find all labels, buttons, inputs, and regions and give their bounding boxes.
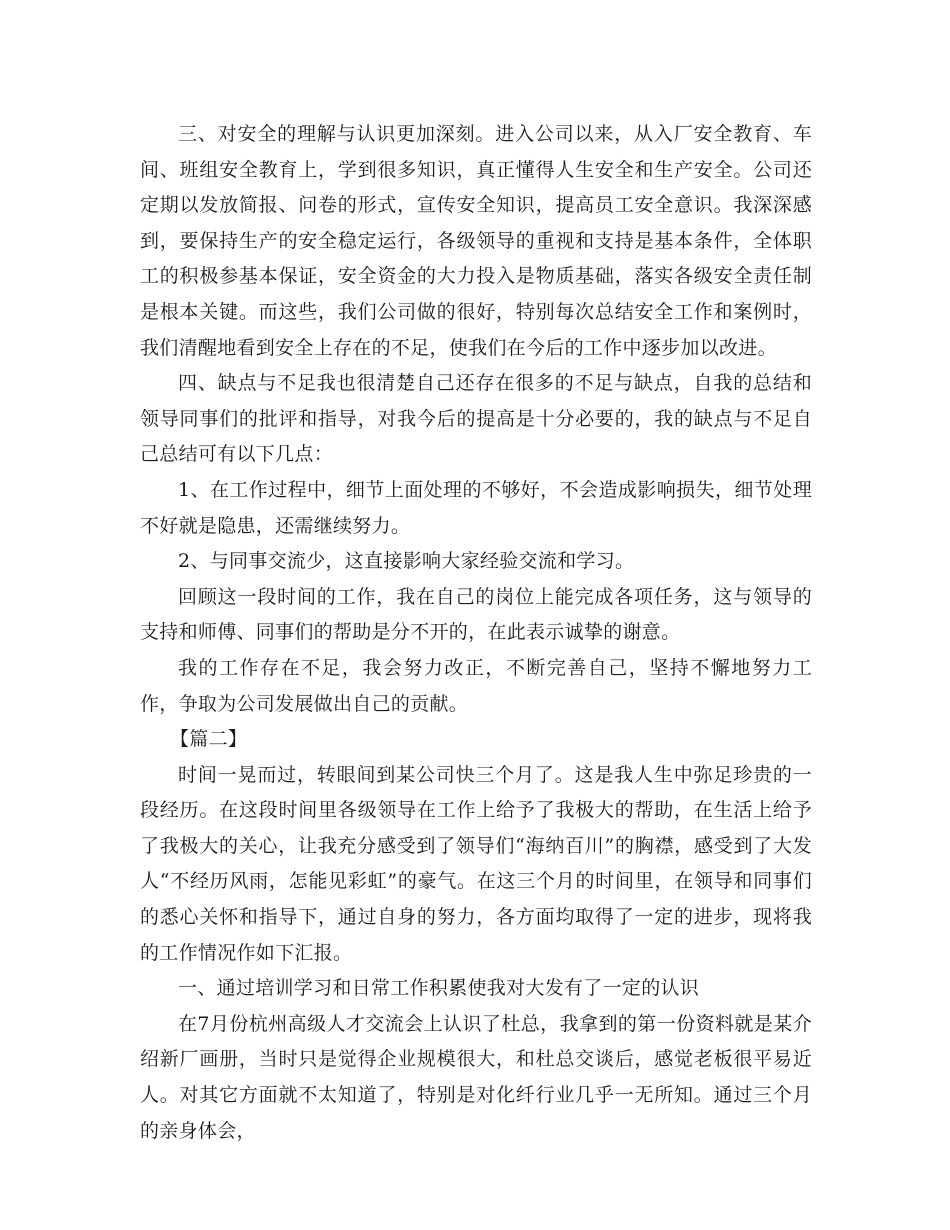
paragraph-shortcomings: 四、缺点与不足我也很清楚自己还存在很多的不足与缺点，自我的总结和领导同事们的批评和指导，对我今后的提高是十分必要的，我的缺点与不足自己总结可有以下几点： [140, 372, 812, 466]
paragraph-hangzhou: 在7月份杭州高级人才交流会上认识了杜总，我拿到的第一份资料就是某介绍新厂画册，当时只是觉得企业规模很大，和杜总交谈后，感觉老板很平易近人。对其它方面就不太知道了，特别是对化纤行业几乎一无所知。通过三个月的亲身体会， [140, 1012, 812, 1142]
paragraph-intro: 时间一晃而过，转眼间到某公司快三个月了。这是我人生中弥足珍贵的一段经历。在这段时间里各级领导在工作上给予了我极大的帮助，在生活上给予了我极大的关心，让我充分感受到了领导们“海纳百川”的胸襟，感受到了大发人“不经历风雨，怎能见彩虹”的豪气。在这三个月的时间里，在领导和同事们的悉心关怀和指导下，通过自身的努力，各方面均取得了一定的进步，现将我的工作情况作如下汇报。 [140, 763, 812, 964]
paragraph-safety: 三、对安全的理解与认识更加深刻。进入公司以来，从入厂安全教育、车间、班组安全教育上，学到很多知识，真正懂得人生安全和生产安全。公司还定期以发放简报、问卷的形式，宣传安全知识，提高员工安全意识。我深深感到，要保持生产的安全稳定运行，各级领导的重视和支持是基本条件，全体职工的积极参基本保证，安全资金的大力投入是物质基础，落实各级安全责任制是根本关键。而这些，我们公司做的很好，特别每次总结安全工作和案例时，我们清醒地看到安全上存在的不足，使我们在今后的工作中逐步加以改进。 [140, 123, 812, 359]
paragraph-review: 回顾这一段时间的工作，我在自己的岗位上能完成各项任务，这与领导的支持和师傅、同事们的帮助是分不开的，在此表示诚挚的谢意。 [140, 585, 812, 644]
paragraph-commitment: 我的工作存在不足，我会努力改正，不断完善自己，坚持不懈地努力工作，争取为公司发展做出自己的贡献。 [140, 656, 812, 715]
document-page [140, 117, 812, 1149]
paragraph-subheading: 一、通过培训学习和日常工作积累使我对大发有了一定的认识 [178, 977, 700, 1000]
paragraph-point-2: 2、与同事交流少，这直接影响大家经验交流和学习。 [178, 550, 635, 573]
paragraph-point-1: 1、在工作过程中，细节上面处理的不够好，不会造成影响损失，细节处理不好就是隐患，还需继续努力。 [140, 478, 812, 537]
section-heading: 【篇二】 [170, 728, 248, 751]
